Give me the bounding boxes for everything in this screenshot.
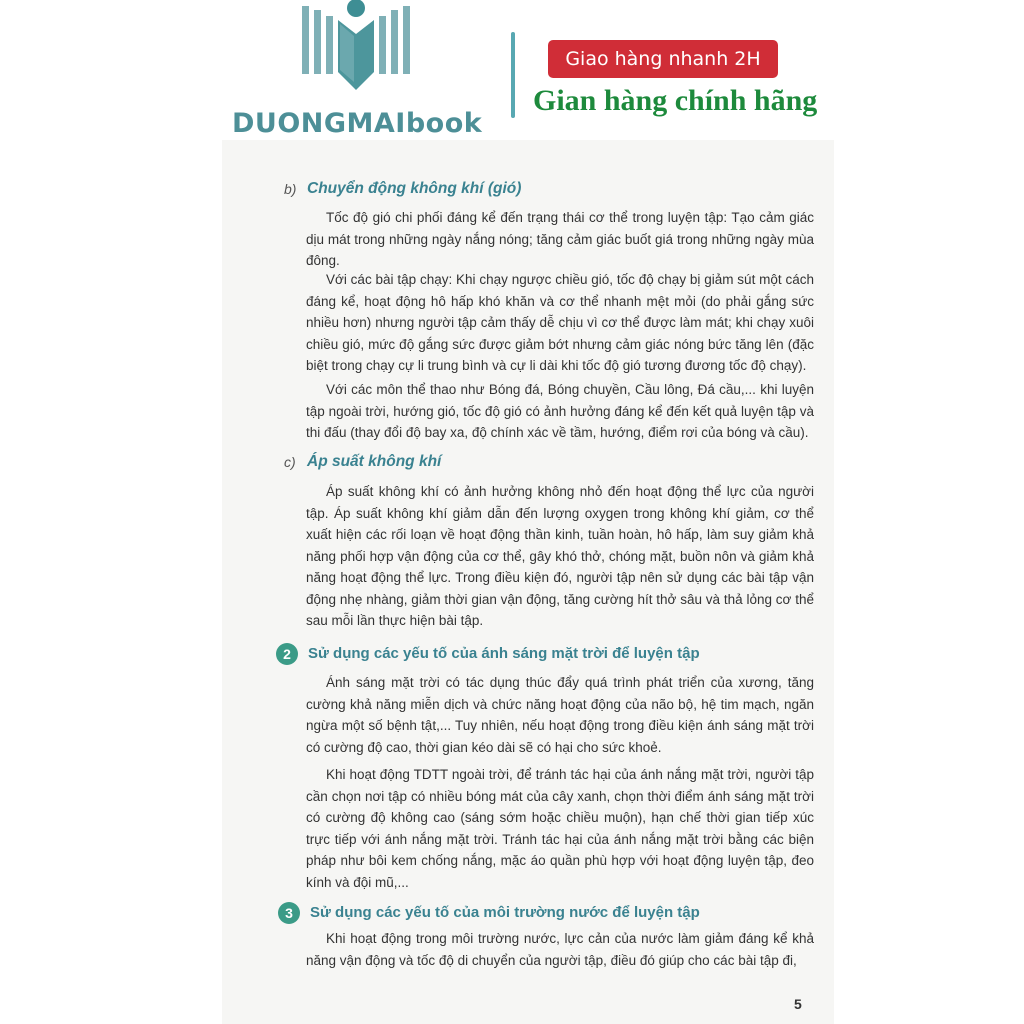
section-3-title: Sử dụng các yếu tố của môi trường nước để luyện tập [310, 904, 700, 921]
section-c-title: Áp suất không khí [307, 453, 442, 470]
page-number: 5 [794, 996, 802, 1012]
official-store-label: Gian hàng chính hãng [533, 84, 818, 117]
header-divider [511, 32, 515, 118]
section-2-paragraph-1: Ánh sáng mặt trời có tác dụng thúc đẩy quá trình phát triển của xương, tăng cường khả năng miễn dịch và chức năng hoạt động của não bộ, hệ tim mạch, ngăn ngừa một số bệnh tật,... Tuy nhiên, nếu hoạt động trong điều kiện ánh sáng mặt trời có cường độ cao, thời gian kéo dài sẽ có hại cho sức khoẻ. [306, 675, 814, 755]
shipping-badge: Giao hàng nhanh 2H [548, 40, 778, 78]
section-2-title: Sử dụng các yếu tố của ánh sáng mặt trời để luyện tập [308, 645, 700, 662]
section-b-letter: b) [284, 181, 297, 197]
brand-name: DUONGMAIbook [232, 108, 483, 139]
section-b-title: Chuyển động không khí (gió) [307, 180, 522, 197]
section-2-number-badge: 2 [276, 643, 298, 665]
section-2-paragraph-2: Khi hoạt động TDTT ngoài trời, để tránh tác hại của ánh nắng mặt trời, người tập cần chọn nơi tập có nhiều bóng mát của cây xanh, chọn thời điểm ánh sáng mặt trời có cường độ không cao (sáng sớm hoặc chiều muộn), hạn chế thời gian tiếp xúc trực tiếp với ánh nắng mặt trời. Tránh tác hại của ánh nắng mặt trời bằng các biện pháp như bôi kem chống nắng, mặc áo quần phù hợp với hoạt động luyện tập, đeo kính và đội mũ,... [306, 767, 814, 890]
section-b-paragraph-2: Với các bài tập chạy: Khi chạy ngược chiều gió, tốc độ chạy bị giảm sút một cách đáng kể, hoạt động hô hấp khó khăn và cơ thể nhanh mệt mỏi (do phải gắng sức nhiều hơn) nhưng người tập cảm thấy dễ chịu vì cơ thể được làm mát; khi chạy xuôi chiều gió, mức độ gắng sức được giảm bớt nhưng cảm giác nóng bức tăng lên (đặc biệt trong chạy cự li trung bình và cự li dài khi tốc độ gió tương đương tốc độ chạy). [306, 272, 814, 373]
section-3-paragraph-1: Khi hoạt động trong môi trường nước, lực cản của nước làm giảm đáng kể khả năng vận động và tốc độ di chuyển của người tập, điều đó giúp cho các bài tập đi, [306, 931, 814, 968]
section-c-paragraph-1: Áp suất không khí có ảnh hưởng không nhỏ đến hoạt động thể lực của người tập. Áp suất không khí giảm dẫn đến lượng oxygen trong không khí giảm, cơ thể xuất hiện các rối loạn về hoạt động thần kinh, tuần hoàn, hô hấp, làm suy giảm khả năng phối hợp vận động của cơ thể, gây khó thở, chóng mặt, buồn nôn và giảm khả năng hoạt động thể lực. Trong điều kiện đó, người tập nên sử dụng các bài tập vận động nhẹ nhàng, giảm thời gian vận động, tăng cường hít thở sâu và thả lỏng cơ thể sau mỗi lần thực hiện bài tập. [306, 484, 814, 628]
book-logo-icon [296, 0, 416, 100]
section-b-paragraph-1: Tốc độ gió chi phối đáng kể đến trạng thái cơ thể trong luyện tập: Tạo cảm giác dịu mát trong những ngày nắng nóng; tăng cảm giác buốt giá trong những ngày mùa đông. [306, 210, 814, 268]
section-c-letter: c) [284, 454, 296, 470]
section-3-number-badge: 3 [278, 902, 300, 924]
section-b-paragraph-3: Với các môn thể thao như Bóng đá, Bóng chuyền, Cầu lông, Đá cầu,... khi luyện tập ngoài trời, hướng gió, tốc độ gió có ảnh hưởng đáng kể đến kết quả luyện tập và thi đấu (thay đổi độ bay xa, độ chính xác về tầm, hướng, điểm rơi của bóng và cầu). [306, 382, 814, 440]
